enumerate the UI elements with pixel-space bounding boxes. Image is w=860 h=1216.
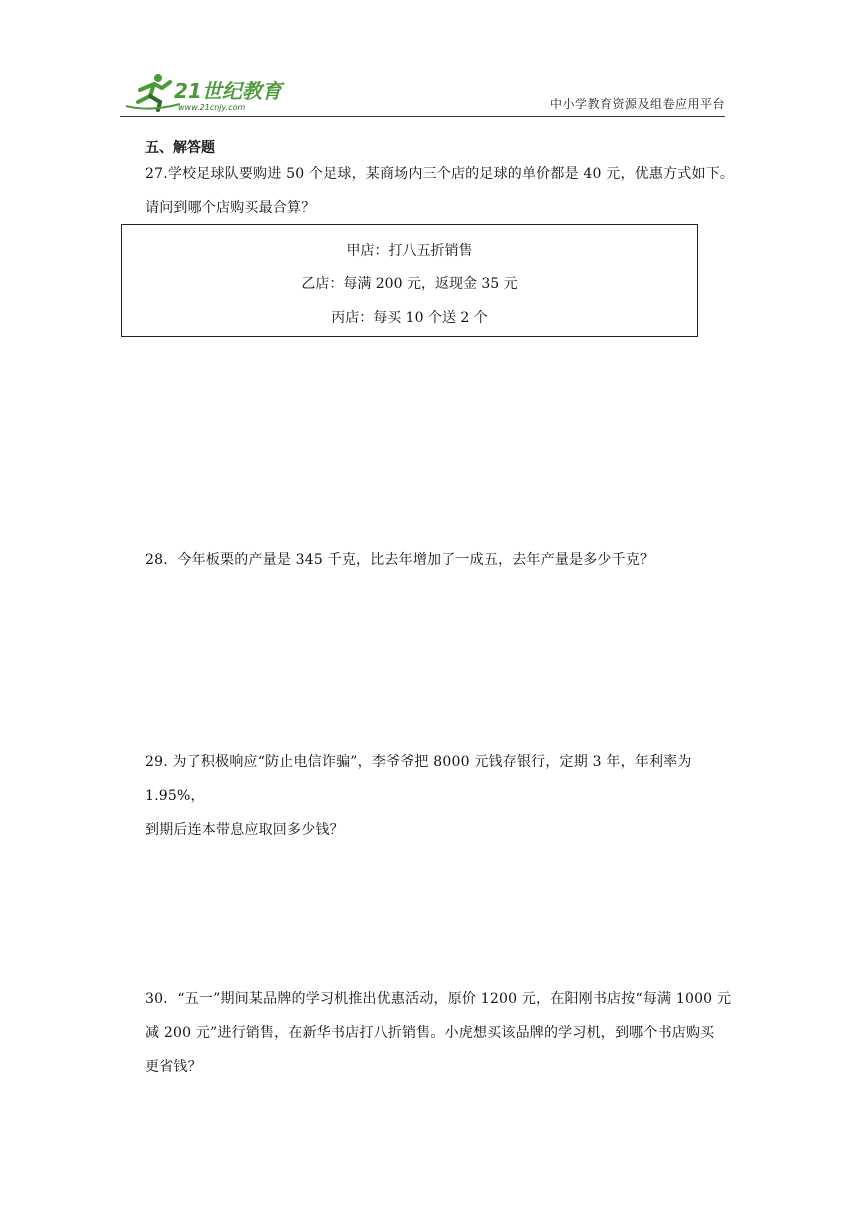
- logo-mark: [120, 68, 300, 114]
- site-logo: [120, 68, 300, 114]
- platform-tagline: 中小学教育资源及组卷应用平台: [549, 97, 725, 111]
- question-line: 更省钱？: [145, 1059, 202, 1075]
- question-line: 到期后连本带息应取回多少钱？: [145, 822, 344, 838]
- question-28: [145, 543, 735, 577]
- svg-text:www.21cnjy.com: www.21cnjy.com: [178, 103, 246, 112]
- question-line: 请问到哪个店购买最合算？: [145, 200, 316, 216]
- question-line: 28．今年板栗的产量是 345 千克，比去年增加了一成五，去年产量是多少千克？: [145, 552, 655, 568]
- question-30: [145, 982, 735, 1084]
- section-title: 五、解答题: [145, 140, 215, 156]
- question-29: [145, 745, 735, 847]
- offer-yi: 乙店：每满 200 元，返现金 35 元: [301, 276, 518, 292]
- question-line: 27.学校足球队要购进 50 个足球，某商场内三个店的足球的单价都是 40 元，优惠方式如下。: [145, 166, 735, 182]
- offer-bing: 丙店：每买 10 个送 2 个: [331, 310, 488, 326]
- question-line: 30．“五一”期间某品牌的学习机推出优惠活动，原价 1200 元，在阳刚书店按“每满 1000 元: [145, 991, 732, 1007]
- offer-jia: 甲店：打八五折销售: [346, 243, 473, 259]
- page-header: [120, 64, 725, 117]
- question-line: 29. 为了积极响应“防止电信诈骗”，李爷爷把 8000 元钱存银行，定期 3 年，年利率为 1.95%，: [145, 754, 692, 804]
- svg-text:21世纪教育: 21世纪教育: [174, 79, 282, 103]
- question-27: [145, 157, 735, 225]
- question-line: 减 200 元”进行销售，在新华书店打八折销售。小虎想买该品牌的学习机，到哪个书店购买: [145, 1025, 715, 1041]
- offer-box: [121, 224, 698, 337]
